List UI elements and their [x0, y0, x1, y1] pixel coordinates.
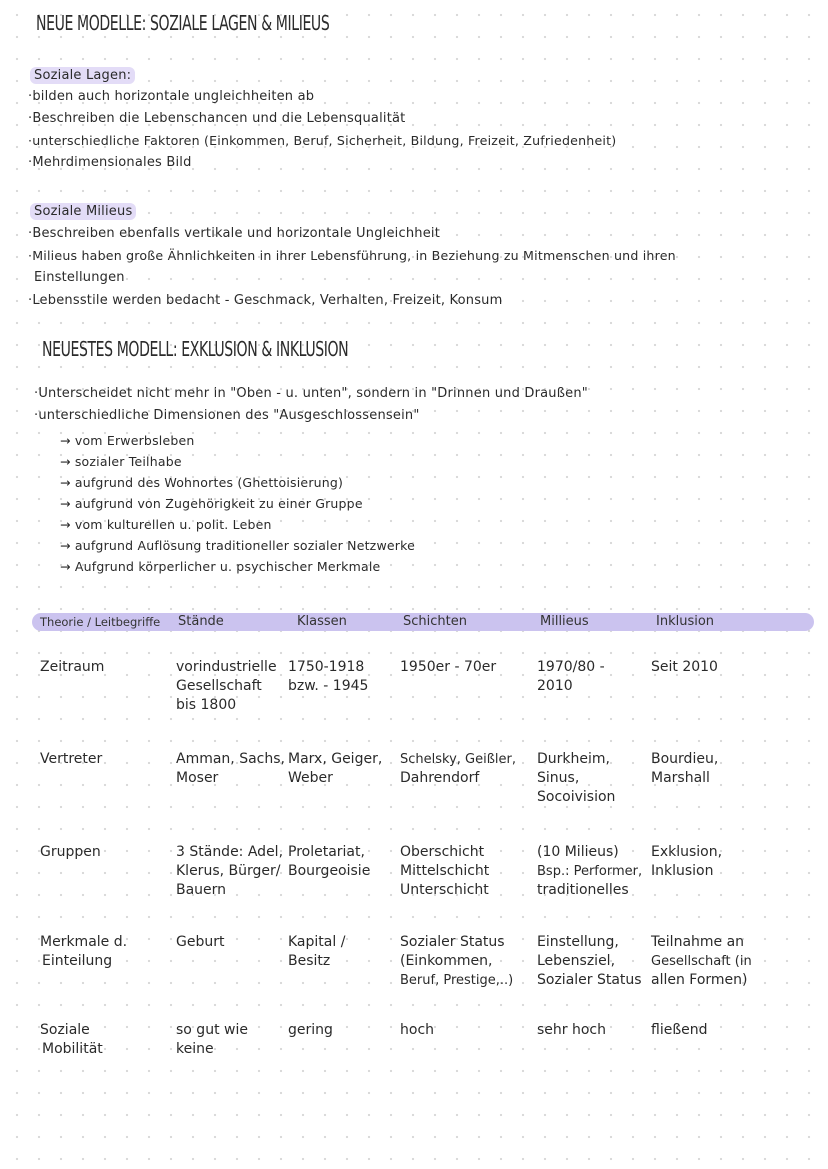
table-cell: Seit 2010	[651, 659, 718, 675]
lagen-item: ·bilden auch horizontale ungleichheiten ab	[28, 89, 315, 104]
table-cell: vorindustrielle Gesellschaft bis 1800	[176, 659, 277, 713]
exklusion-bullet-2-text: unterschiedliche Dimensionen des "Ausgeschlossensein"	[38, 408, 420, 423]
table-cell: Marx, Geiger, Weber	[288, 751, 383, 786]
milieus-item-2-cont: Einstellungen	[34, 270, 125, 285]
exklusion-arrow-item: → aufgrund Auflösung traditioneller sozialer Netzwerke	[60, 538, 415, 553]
exklusion-arrow-item: → aufgrund des Wohnortes (Ghettoisierung)	[60, 475, 344, 490]
table-cell: gering	[288, 1022, 333, 1038]
table-header-staende: Stände	[178, 614, 224, 629]
table-cell: (10 Milieus) Bsp.: Performer, traditionelles	[537, 844, 643, 898]
lagen-list	[28, 88, 616, 176]
lagen-title	[30, 67, 135, 85]
table-header-millieus: Millieus	[540, 614, 589, 629]
section-title-exklusion: NEUESTES MODELL: EXKLUSION & INKLUSION	[42, 337, 349, 361]
lagen-title-highlight: Soziale Lagen:	[30, 67, 135, 84]
milieus-item-3-text: Lebensstile werden bedacht - Geschmack, Verhalten, Freizeit, Konsum	[32, 293, 503, 308]
table-row-label: Gruppen	[40, 844, 101, 860]
exklusion-bullet-1-text: Unterscheidet nicht mehr in "Oben - u. unten", sondern in "Drinnen und Draußen"	[38, 386, 588, 401]
exklusion-arrow-list	[60, 432, 415, 579]
table-row-label: Zeitraum	[40, 659, 105, 675]
table-header-theorie: Theorie / Leitbegriffe	[40, 615, 161, 629]
lagen-item: ·unterschiedliche Faktoren (Einkommen, Beruf, Sicherheit, Bildung, Freizeit, Zufriedenheit)	[28, 133, 617, 148]
exklusion-arrow-item: → vom Erwerbsleben	[60, 433, 195, 448]
table-cell: Bourdieu, Marshall	[651, 751, 719, 786]
milieus-item-1: ·Beschreiben ebenfalls vertikale und horizontale Ungleichheit	[28, 226, 441, 241]
exklusion-bullet-1: ·Unterscheidet nicht mehr in "Oben - u. unten", sondern in "Drinnen und Draußen"	[34, 386, 588, 401]
table-header-schichten: Schichten	[403, 614, 467, 629]
table-cell: Einstellung, Lebensziel, Sozialer Status	[537, 934, 642, 988]
table-row-label: Vertreter	[40, 751, 103, 767]
table-cell: Sozialer Status (Einkommen, Beruf, Prestige,..)	[400, 934, 514, 988]
table-cell: Exklusion, Inklusion	[651, 844, 723, 879]
exklusion-arrow-item: → Aufgrund körperlicher u. psychischer Merkmale	[60, 559, 381, 574]
exklusion-arrow-item: → aufgrund von Zugehörigkeit zu einer Gruppe	[60, 496, 363, 511]
table-cell: Proletariat, Bourgeoisie	[288, 844, 371, 879]
table-cell: 1950er - 70er	[400, 659, 497, 675]
table-cell: hoch	[400, 1022, 435, 1038]
milieus-item-1-text: Beschreiben ebenfalls vertikale und horizontale Ungleichheit	[32, 226, 441, 241]
exklusion-bullet-2: ·unterschiedliche Dimensionen des "Ausgeschlossensein"	[34, 408, 420, 423]
table-cell: fließend	[651, 1022, 708, 1038]
table-cell: 1750-1918 bzw. - 1945	[288, 659, 369, 694]
milieus-item-3: ·Lebensstile werden bedacht - Geschmack, Verhalten, Freizeit, Konsum	[28, 293, 503, 308]
table-cell: 1970/80 - 2010	[537, 659, 605, 694]
milieus-title	[30, 203, 136, 221]
table-cell: Geburt	[176, 934, 225, 950]
lagen-item: ·Beschreiben die Lebenschancen und die Lebensqualität	[28, 111, 406, 126]
table-cell: 3 Stände: Adel, Klerus, Bürger/ Bauern	[176, 844, 284, 898]
table-cell: so gut wie keine	[176, 1022, 248, 1057]
milieus-item-2-text: Milieus haben große Ähnlichkeiten in ihrer Lebensführung, in Beziehung zu Mitmenschen und ihren	[32, 248, 676, 263]
table-cell: Teilnahme an Gesellschaft (in allen Formen)	[651, 934, 752, 988]
exklusion-arrow-item: → sozialer Teilhabe	[60, 454, 182, 469]
milieus-title-highlight: Soziale Milieus	[30, 203, 136, 220]
table-header-klassen: Klassen	[297, 614, 347, 629]
table-cell: Schelsky, Geißler, Dahrendorf	[400, 752, 517, 786]
exklusion-arrow-item: → vom kulturellen u. polit. Leben	[60, 517, 272, 532]
table-header-inklusion: Inklusion	[656, 614, 715, 629]
table-row-label: Merkmale d. Einteilung	[40, 934, 128, 969]
lagen-item: ·Mehrdimensionales Bild	[28, 155, 192, 170]
table-row-label: Soziale Mobilität	[40, 1022, 103, 1057]
table-cell: Kapital / Besitz	[288, 934, 346, 969]
table-cell: Durkheim, Sinus, Socoivision	[537, 751, 616, 805]
table-cell: Oberschicht Mittelschicht Unterschicht	[400, 844, 490, 898]
page-title: NEUE MODELLE: SOZIALE LAGEN & MILIEUS	[36, 11, 330, 35]
table-cell: sehr hoch	[537, 1022, 606, 1038]
table-cell: Amman, Sachs, Moser	[176, 751, 285, 786]
milieus-item-2: ·Milieus haben große Ähnlichkeiten in ihrer Lebensführung, in Beziehung zu Mitmenschen und ihren	[28, 248, 676, 263]
